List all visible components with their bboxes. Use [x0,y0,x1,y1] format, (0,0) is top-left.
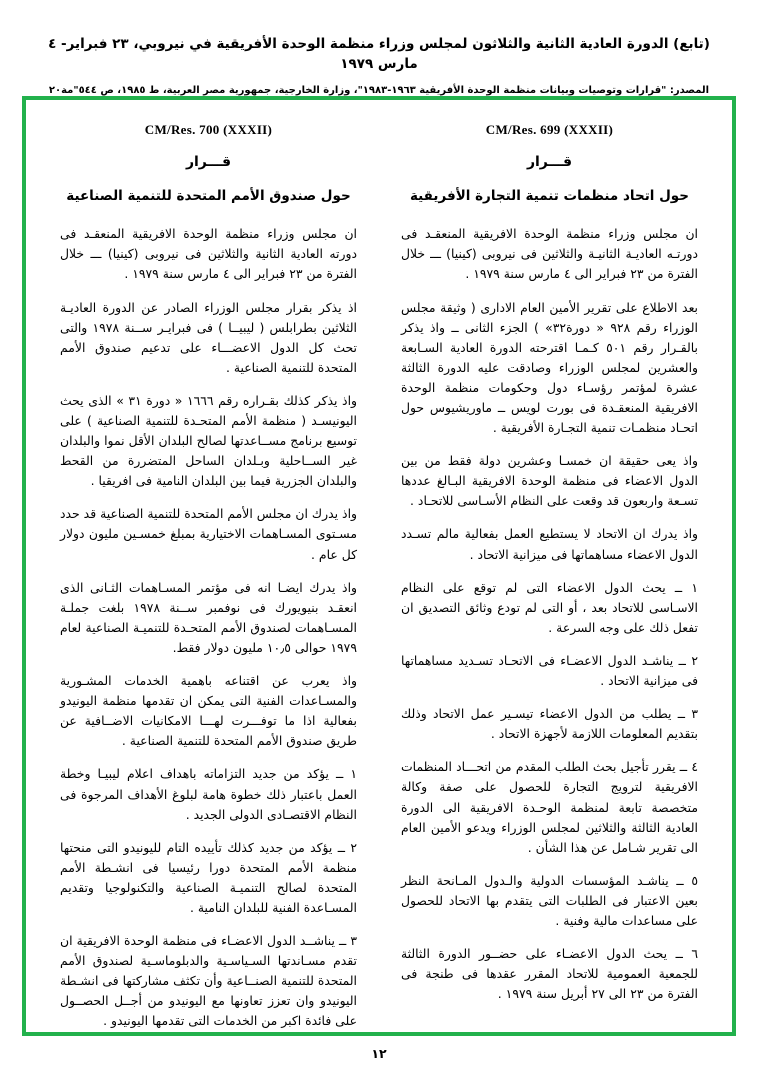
source-note: المصدر: "قرارات وتوصيات وبيانات منظمة الوحدة الأفريقية ١٩٦٣-١٩٨٣"، وزارة الخارجية، جمهورية مصر العربية، ط ١٩٨٥، ص ٥٤٤"مة٢٠ [48,84,710,96]
paragraph: ان مجلس وزراء منظمة الوحدة الافريقية المنعقـد فى دورته العادية الثانية والثلاثين فى نيروبى (كينيا) ـــ خلال الفترة من ٢٣ فبراير الى ٤ مارس سنة ١٩٧٩ . [60,226,357,282]
resolution-700-id: CM/Res. 700 (XXXII) [144,122,273,137]
paragraph: ١ ــ يحث الدول الاعضاء التى لم توقع على النظام الاسـاسى للاتحاد بعد ، أو التى لم تودع وثائق التصديق ان تفعل ذلك على وجه السرعة . [401,579,698,635]
resolution-699-column [379,122,708,1014]
two-column-body [34,108,724,1029]
paragraph: واذ يذكر كذلك بقـراره رقم ١٦٦٦ « دورة ٣١ » الذى يحث اليونيسـد ( منظمة الأمم المتحـدة للتنمية الصناعية ) على توسيع برنامج مســاعدتها لصالح البلدان الأقل نموا والبلدان غير الســاحلية وبـلدان الساحل المتضررة من القحط والبلدان الجزرية فيما بين البلدان النامية فى افريقيا . [60,392,357,489]
resolution-700-column [50,122,379,1029]
page-header [0,0,758,98]
paragraph: واذ يدرك ان الاتحاد لا يستطيع العمل بفعالية مالم تسـدد الدول الاعضاء مساهماتها فى ميزانية الاتحاد . [401,526,698,562]
paragraph: ٣ ــ يطلب من الدول الاعضاء تيسـير عمل الاتحاد وذلك بتقديم المعلومات اللازمة لأجهزة الاتحاد . [401,706,698,742]
resolution-700-title: حول صندوق الأمم المتحدة للتنمية الصناعية [66,188,351,204]
paragraph: واذ يدرك ايضـا انه فى مؤتمر المسـاهمات الثـانى الذى انعقـد بنيويورك فى نوفمبر ســنة ١٩٧٨ بلغت جملـة المسـاهمات لصندوق الأمم المتحـدة للتنميـة الصناعية لعام ١٩٧٩ حوالى ١٠٫٥ مليون دولار فقط. [60,579,357,655]
paragraph: ٤ ــ يقرر تأجيل بحث الطلب المقدم من اتحـــاد المنظمات الافريقية لترويج التجارة للحصول على صفة وكالة متخصصة تابعة لمنظمة الوحـدة الافريقية الى الدورة العادية الثالثة والثلاثين لمجلس الوزراء ويدعو الأمين العام الى تقرير شـامل عن هذا الشأن . [401,759,698,855]
paragraph: ان مجلس وزراء منظمة الوحدة الافريقية المنعقـد فى دورتـه العاديـة الثانيـة والثلاثين فى نيروبى (كينيا) ـــ خلال الفترة من ٢٣ فبراير الى ٤ مارس سنة ١٩٧٩ . [401,226,698,282]
resolution-700-heading: قـــرار [185,154,232,170]
paragraph: بعد الاطلاع على تقرير الأمين العام الادارى ( وثيقة مجلس الوزراء رقم ٩٢٨ « دورة٣٢» ) الجزء الثانى ــ واذ يذكر بالقـرار رقم ٥٠١ كـمـا اقترحته الدورة العادية السـابعة والعشرين لمجلس الوزراء وصادقت عليه الدورة الثالثة عشرة لمؤتمر رؤسـاء دول وحكومات منظمة الوحدة الافريقية المنعقـدة فى بورت لويس ــ ماوريشيوس حول اتحـاد منظمـات تنمية التجـارة الأفريقية . [401,299,698,436]
paragraph: اذ يذكر بقرار مجلس الوزراء الصادر عن الدورة العاديـة الثلاثين بطرابلس ( ليبيــا ) فى فبرايـر ســنة ١٩٧٨ والتى تحث كل الدول الاعضـــاء على تدعيم صندوق الأمم المتحدة للتنمية الصناعية . [60,299,357,375]
resolution-699-heading: قـــرار [526,154,573,170]
page-number: ١٢ [371,1046,387,1061]
paragraph: واذ يدرك ان مجلس الأمم المتحدة للتنمية الصناعية قد حدد مسـتوى المسـاهمات الاختيارية بمبلغ خمسـين مليون دولار كل عام . [60,506,357,562]
paragraph: واذ يعى حقيقة ان خمسـا وعشرين دولة فقط من بين الدول الاعضاء فى منظمة الوحدة الافريقية البـالغ عددها تسـعة واربعون قد وقعت على النظام الأسـاسى للاتحـاد . [401,453,698,509]
resolution-699-title: حول اتحاد منظمات تنمية التجارة الأفريقية [409,188,689,204]
page-title: (تابع) الدورة العادية الثانية والثلاثون لمجلس وزراء منظمة الوحدة الأفريقية في نيروبي، ٢٣ فبراير- ٤ مارس ١٩٧٩ [48,36,710,73]
paragraph: ٢ ــ يؤكد من جديد كذلك تأييده التام لليونيدو التى منحتها منظمة الأمم المتحدة دورا رئيسيا فى انشـطة الأمم المتحدة لصالح التنميـة الصناعية والتكنولوجيا وتقديم المسـاعدة الفنية للبلدان النامية . [60,839,357,915]
paragraph: ١ ــ يؤكد من جديد التزاماته باهداف اعلام ليبيـا وخطة العمل باعتبار ذلك خطوة هامة لبلوغ الأهداف المرجوة فى النظام الاقتصـادى الدولى الجديد . [60,766,357,822]
paragraph: ٢ ــ يناشـد الدول الاعضـاء فى الاتحـاد تسـديد مساهماتها فى ميزانية الاتحاد . [401,652,698,689]
paragraph: ٣ ــ يناشــد الدول الاعضـاء فى منظمة الوحدة الافريقية ان تقدم مسـاندتها السـياسـية والدبلوماسـية لصندوق الأمم المتحدة للتنمية الصنــاعية وأن تكثف مشاركتها فى انشـطة اليونيدو وان تعزز تعاونها مع اليونيدو من أجــل الحصــول على فائدة اكبر من الخدمات التى تقدمها اليونيدو . [60,933,357,1029]
resolution-699-id: CM/Res. 699 (XXXII) [485,122,614,137]
content-frame [22,96,736,1036]
paragraph: ٥ ــ يناشـد المؤسسات الدولية والـدول المـانحة النظر بعين الاعتبار فى الطلبات التى يتقدم بها الاتحاد للحصول على مساعدات مالية وفنية . [401,872,698,928]
paragraph: واذ يعرب عن اقتناعه باهمية الخدمات المشـورية والمسـاعدات الفنية التى يمكن ان تقدمها منظمة اليونيدو بفعالية اذا ما توفـــرت لهـــا الامكانيات الاضــافية عن طريق صندوق الأمم المتحدة للتنمية الصناعية . [60,673,357,749]
paragraph: ٦ ــ يحث الدول الاعضـاء على حضــور الدورة الثالثة للجمعية العمومية للاتحاد المقرر عقدها فى طنجة فى الفترة من ٢٣ الى ٢٧ أبريل سنة ١٩٧٩ . [401,946,698,1002]
